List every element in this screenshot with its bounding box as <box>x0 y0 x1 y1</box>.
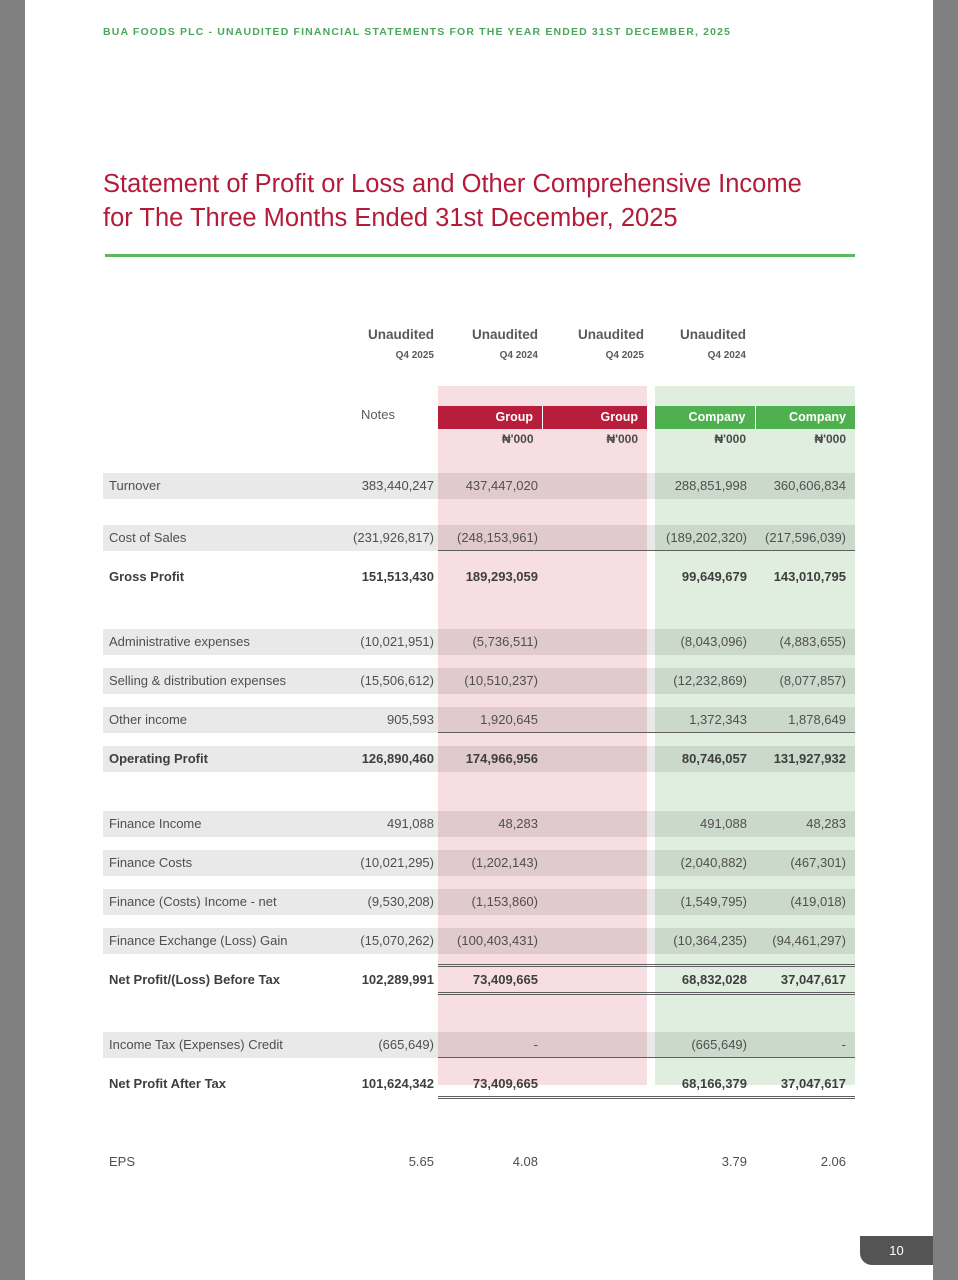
column-header-1: Unaudited Q4 2024 <box>472 327 538 361</box>
row-values <box>103 668 855 694</box>
entity-label-company-2024: Company <box>755 406 856 429</box>
table-cell: (217,596,039) <box>765 530 846 545</box>
row-values <box>103 707 855 733</box>
row-spacer <box>103 1058 855 1071</box>
row-spacer <box>103 733 855 746</box>
table-cell: (94,461,297) <box>772 933 846 948</box>
table-row <box>103 746 855 772</box>
row-spacer <box>103 616 855 629</box>
table-cell: (10,510,237) <box>464 673 538 688</box>
table-row <box>103 707 855 733</box>
table-cell: 126,890,460 <box>361 751 434 766</box>
table-row <box>103 889 855 915</box>
row-spacer <box>103 590 855 616</box>
page-number: 10 <box>889 1243 904 1258</box>
statement-table-body <box>103 473 855 1175</box>
table-row <box>103 850 855 876</box>
row-values <box>103 746 855 772</box>
table-cell: (2,040,882) <box>680 855 747 870</box>
row-values <box>103 1032 855 1058</box>
row-values <box>103 928 855 954</box>
table-cell: (1,202,143) <box>471 855 538 870</box>
table-cell: - <box>841 1037 846 1052</box>
row-spacer <box>103 798 855 811</box>
row-values <box>103 1149 855 1175</box>
row-label: Administrative expenses <box>109 634 250 649</box>
table-cell: (8,043,096) <box>680 634 747 649</box>
row-spacer <box>103 551 855 564</box>
row-label: Turnover <box>109 478 161 493</box>
row-label: Cost of Sales <box>109 530 187 545</box>
row-spacer <box>103 655 855 668</box>
table-cell: 360,606,834 <box>773 478 846 493</box>
row-spacer <box>103 694 855 707</box>
table-cell: (10,021,951) <box>360 634 434 649</box>
total-rule-lower <box>438 1096 855 1097</box>
table-cell: 73,409,665 <box>472 972 538 987</box>
notes-column-label: Notes <box>361 407 395 422</box>
table-row <box>103 564 855 590</box>
row-label: Selling & distribution expenses <box>109 673 287 688</box>
table-row <box>103 967 855 993</box>
row-values <box>103 525 855 551</box>
table-cell: (9,530,208) <box>367 894 434 909</box>
table-cell: 48,283 <box>498 816 538 831</box>
table-cell: (231,926,817) <box>353 530 434 545</box>
row-label: Net Profit/(Loss) Before Tax <box>109 972 280 987</box>
page-margin-left <box>0 0 25 1280</box>
row-values <box>103 1071 855 1097</box>
table-cell: 73,409,665 <box>472 1076 538 1091</box>
table-cell: 437,447,020 <box>465 478 538 493</box>
currency-unit-3: ₦'000 <box>814 432 846 446</box>
table-cell: (665,649) <box>691 1037 747 1052</box>
row-label: Other income <box>109 712 188 727</box>
row-label: Finance Exchange (Loss) Gain <box>109 933 288 948</box>
table-cell: (419,018) <box>790 894 846 909</box>
currency-unit-0: ₦'000 <box>501 432 534 446</box>
table-cell: (5,736,511) <box>472 634 538 649</box>
row-values <box>103 967 855 993</box>
table-row <box>103 1032 855 1058</box>
entity-label-company-2025: Company <box>688 410 746 424</box>
table-cell: 2.06 <box>820 1154 846 1169</box>
subtotal-rule <box>438 550 855 551</box>
table-row <box>103 473 855 499</box>
running-header: BUA FOODS PLC - UNAUDITED FINANCIAL STATEMENTS FOR THE YEAR ENDED 31ST DECEMBER, 2025 <box>103 26 732 38</box>
row-spacer <box>103 1097 855 1123</box>
row-values <box>103 889 855 915</box>
row-spacer <box>103 499 855 525</box>
table-cell: (8,077,857) <box>779 673 846 688</box>
table-cell: (12,232,869) <box>673 673 747 688</box>
table-cell: 80,746,057 <box>681 751 747 766</box>
row-label: Net Profit After Tax <box>109 1076 227 1091</box>
company-entity-bar <box>655 406 855 429</box>
table-cell: 4.08 <box>512 1154 538 1169</box>
row-spacer <box>103 876 855 889</box>
table-cell: 491,088 <box>700 816 747 831</box>
row-label: EPS <box>109 1154 136 1169</box>
column-headers <box>103 328 855 384</box>
row-spacer <box>103 772 855 798</box>
page-title: Statement of Profit or Loss and Other Comprehensive Income for The Three Months Ended 31st December, 2025 <box>103 170 802 232</box>
column-header-3: Unaudited Q4 2024 <box>680 327 746 361</box>
group-entity-bar <box>438 406 647 429</box>
subtotal-rule <box>438 732 855 733</box>
row-values <box>103 473 855 499</box>
row-values <box>103 564 855 590</box>
table-cell: 905,593 <box>387 712 434 727</box>
table-cell: 48,283 <box>806 816 846 831</box>
row-label: Gross Profit <box>109 569 185 584</box>
table-cell: 151,513,430 <box>361 569 434 584</box>
row-spacer <box>103 837 855 850</box>
row-spacer <box>103 1123 855 1149</box>
table-cell: 101,624,342 <box>361 1076 434 1091</box>
table-cell: - <box>533 1037 538 1052</box>
table-cell: 99,649,679 <box>681 569 747 584</box>
page-margin-right <box>933 0 958 1280</box>
table-cell: (10,364,235) <box>673 933 747 948</box>
table-cell: (100,403,431) <box>457 933 538 948</box>
group-currency-units <box>438 432 647 450</box>
row-spacer <box>103 993 855 1019</box>
entity-label-group-2024: Group <box>542 406 647 429</box>
table-cell: 189,293,059 <box>465 569 538 584</box>
row-label: Operating Profit <box>109 751 208 766</box>
row-values <box>103 811 855 837</box>
table-cell: 1,920,645 <box>480 712 538 727</box>
table-cell: (15,070,262) <box>360 933 434 948</box>
table-cell: 174,966,956 <box>465 751 538 766</box>
table-cell: (248,153,961) <box>457 530 538 545</box>
table-cell: 288,851,998 <box>674 478 747 493</box>
total-rule-lower <box>438 994 855 995</box>
table-row <box>103 928 855 954</box>
table-cell: (189,202,320) <box>666 530 747 545</box>
table-cell: (1,549,795) <box>680 894 747 909</box>
subtotal-rule <box>438 1057 855 1058</box>
total-rule-upper <box>438 964 855 965</box>
table-cell: 37,047,617 <box>780 1076 846 1091</box>
table-cell: 1,372,343 <box>689 712 747 727</box>
row-label: Finance Income <box>109 816 202 831</box>
table-row <box>103 811 855 837</box>
row-values <box>103 850 855 876</box>
table-cell: 37,047,617 <box>780 972 846 987</box>
column-header-0: Unaudited Q4 2025 <box>368 327 434 361</box>
table-cell: 491,088 <box>387 816 434 831</box>
currency-unit-2: ₦'000 <box>714 432 746 446</box>
table-row <box>103 1149 855 1175</box>
page-number-badge <box>860 1236 933 1265</box>
table-cell: 102,289,991 <box>361 972 434 987</box>
table-row <box>103 525 855 551</box>
entity-label-group-2025: Group <box>495 410 533 424</box>
table-cell: (467,301) <box>790 855 846 870</box>
total-rule-lower <box>438 1098 855 1099</box>
table-cell: (10,021,295) <box>360 855 434 870</box>
table-cell: 383,440,247 <box>361 478 434 493</box>
table-cell: 3.79 <box>721 1154 747 1169</box>
table-cell: (15,506,612) <box>360 673 434 688</box>
table-cell: (665,649) <box>378 1037 434 1052</box>
column-header-2: Unaudited Q4 2025 <box>578 327 644 361</box>
table-cell: (1,153,860) <box>471 894 538 909</box>
row-values <box>103 629 855 655</box>
row-label: Income Tax (Expenses) Credit <box>109 1037 283 1052</box>
table-cell: 68,166,379 <box>681 1076 747 1091</box>
row-label: Finance (Costs) Income - net <box>109 894 277 909</box>
row-spacer <box>103 915 855 928</box>
table-cell: 68,832,028 <box>681 972 747 987</box>
title-underline-rule <box>105 254 855 257</box>
currency-unit-1: ₦'000 <box>606 432 638 446</box>
row-label: Finance Costs <box>109 855 193 870</box>
table-cell: 1,878,649 <box>788 712 846 727</box>
table-row <box>103 668 855 694</box>
table-cell: 5.65 <box>408 1154 434 1169</box>
row-spacer <box>103 1019 855 1032</box>
total-rule-lower <box>438 992 855 993</box>
table-row <box>103 629 855 655</box>
table-cell: 131,927,932 <box>773 751 846 766</box>
table-cell: 143,010,795 <box>773 569 846 584</box>
table-cell: (4,883,655) <box>779 634 846 649</box>
company-currency-units <box>655 432 855 450</box>
table-row <box>103 1071 855 1097</box>
